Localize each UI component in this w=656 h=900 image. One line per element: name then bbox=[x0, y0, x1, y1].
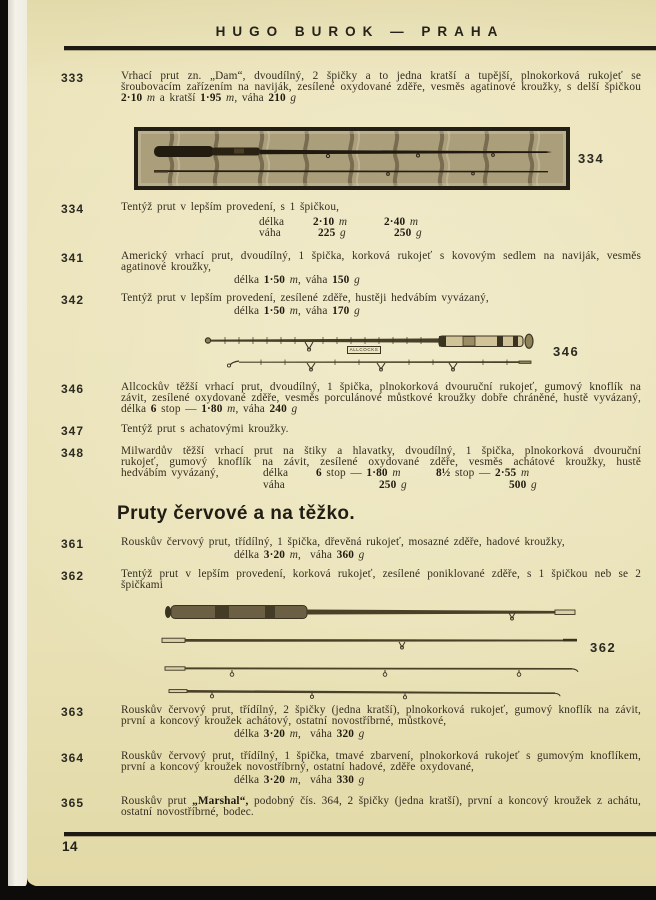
figure-label-362: 362 bbox=[590, 640, 617, 655]
footer-rule bbox=[64, 832, 656, 836]
page-header-title: HUGO BUROK — PRAHA bbox=[215, 24, 505, 39]
dim-label: délka bbox=[259, 215, 285, 228]
catalog-item-363 bbox=[27, 705, 656, 740]
figure-label-346: 346 bbox=[553, 344, 580, 359]
item-number: 348 bbox=[61, 446, 85, 460]
dim-value: 6 stop — 1·80 m bbox=[316, 467, 401, 480]
item-description-line: rukojeť, gumový knoflík na závit, zesílené oxydované zděře, vesměs achátové kroužky, hustě bbox=[121, 455, 641, 468]
item-description: Tentýž prut v lepším provedení, s 1 špičkou, bbox=[121, 201, 340, 213]
item-number: 365 bbox=[61, 796, 85, 810]
item-description: Rouskův červový prut, třídílný, 2 špičky (jedna kratší), plnokorková rukojeť, gumový knoflík na závit, první a koncový kroužek achátový, ostatní novostříbrné, můstkové, bbox=[121, 704, 641, 727]
figure-label-334: 334 bbox=[578, 151, 605, 166]
item-number: 363 bbox=[61, 705, 85, 719]
item-description: Vrhací prut zn. „Dam“, dvoudílný, 2 špičky a to jedna kratší a tupější, plnokorková rukojeť se šroubovacím zařízením na naviják, zesílené oxydované zděře, vesměs agatinové kroužky, s delší špičkou 2·10 m a kratší 1·95 m, váha 210 g bbox=[121, 70, 641, 104]
catalog-item-334 bbox=[27, 202, 656, 239]
item-number: 362 bbox=[61, 569, 85, 583]
catalog-item-365 bbox=[27, 796, 656, 818]
catalog-item-342 bbox=[27, 293, 656, 317]
catalog-item-361 bbox=[27, 537, 656, 561]
item-number: 364 bbox=[61, 751, 85, 765]
item-description: Tentýž prut s achatovými kroužky. bbox=[121, 423, 289, 435]
item-description: Americký vrhací prut, dvoudílný, 1 špička, korková rukojeť s kovovým sedlem na naviják, vesměs agatinové kroužky, bbox=[121, 250, 641, 273]
item-description: Tentýž prut v lepším provedení, zesílené zděře, hustěji hedvábím vyvázaný, bbox=[121, 292, 489, 304]
catalog-item-362 bbox=[27, 569, 656, 591]
item-number: 334 bbox=[61, 202, 85, 216]
dim-value: 250 g bbox=[394, 226, 422, 239]
dimension-line: délka 1·50 m, váha 150 g bbox=[234, 274, 360, 287]
catalog-item-348 bbox=[27, 446, 656, 490]
dim-value: 250 g bbox=[379, 478, 407, 491]
dimension-line: délka 1·50 m, váha 170 g bbox=[234, 305, 360, 318]
rod-sections-illustration bbox=[157, 600, 587, 700]
dimension-line: délka 3·20 m, váha 320 g bbox=[234, 728, 365, 741]
header-rule bbox=[64, 46, 656, 50]
dimension-line: délka 3·20 m, váha 330 g bbox=[234, 774, 365, 787]
catalog-page bbox=[27, 0, 656, 887]
item-description: Rouskův červový prut, třídílný, 1 špička, dřevěná rukojeť, mosazné zděře, hadové kroužky, bbox=[121, 536, 565, 548]
scan-page-edge bbox=[8, 0, 27, 888]
dim-label: délka bbox=[263, 467, 289, 480]
item-description: Rouskův červový prut, třídílný, 1 špička, tmavé zbarvení, plnokorková rukojeť s gumovým knoflíkem, první a koncový kroužek novostříbrný, ostatní hadové, zděře oxydované, bbox=[121, 750, 641, 773]
dimension-table bbox=[121, 217, 641, 239]
dim-label: váha bbox=[259, 226, 281, 239]
rod-drawing-362 bbox=[157, 600, 587, 700]
item-number: 361 bbox=[61, 537, 85, 551]
catalog-item-364 bbox=[27, 751, 656, 786]
dim-value: 500 g bbox=[509, 478, 537, 491]
scan-bottom-edge bbox=[0, 886, 656, 900]
section-heading: Pruty červové a na těžko. bbox=[117, 503, 356, 524]
item-description-line: Milwardův těžší vrhací prut na štiky a hlavatky, dvoudílný, 1 špička, plnokorková dvouruční bbox=[121, 445, 641, 457]
dim-value: 8½ stop — 2·55 m bbox=[436, 467, 530, 480]
catalog-item-346 bbox=[27, 382, 656, 414]
item-number: 342 bbox=[61, 293, 85, 307]
item-number: 341 bbox=[61, 251, 85, 265]
dim-value: 2·10 m bbox=[313, 215, 348, 228]
rod-brand-badge: ALLCOCKS bbox=[347, 346, 381, 354]
item-description: Tentýž prut v lepším provedení, korková rukojeť, zesílené poniklované zděře, s 1 špičkou neb se 2 špičkami bbox=[121, 568, 641, 591]
rod-photo-334 bbox=[134, 127, 570, 190]
dim-value: 225 g bbox=[318, 226, 346, 239]
catalog-item-347 bbox=[27, 423, 656, 438]
catalog-item-341 bbox=[27, 251, 656, 286]
item-description: Allcockův těžší vrhací prut, dvoudílný, 1 špička, plnokorková dvouruční rukojeť, gumový knoflík na závit, zesílené oxydované zděře, vesměs porculánové můstkové kroužky dobře chráněné, hustě vyvázaný, délka 6 stop — 1·80 m, váha 240 g bbox=[121, 381, 641, 415]
photo-inner-border bbox=[138, 131, 566, 186]
item-number: 333 bbox=[61, 71, 85, 85]
item-number: 346 bbox=[61, 382, 85, 396]
page-number: 14 bbox=[62, 839, 79, 854]
item-description: Rouskův prut „Marshal“, podobný čís. 364, 2 špičky (jedna kratší), první a koncový kroužek z achátu, ostatní novostříbrné, bodec. bbox=[121, 795, 642, 818]
item-description-line: hedvábím vyvázaný, bbox=[121, 467, 219, 480]
item-number: 347 bbox=[61, 424, 85, 438]
dimension-line: délka 3·20 m, váha 360 g bbox=[234, 549, 365, 562]
catalog-item-333 bbox=[27, 71, 656, 103]
dim-value: 2·40 m bbox=[384, 215, 419, 228]
dim-label: váha bbox=[263, 478, 285, 491]
